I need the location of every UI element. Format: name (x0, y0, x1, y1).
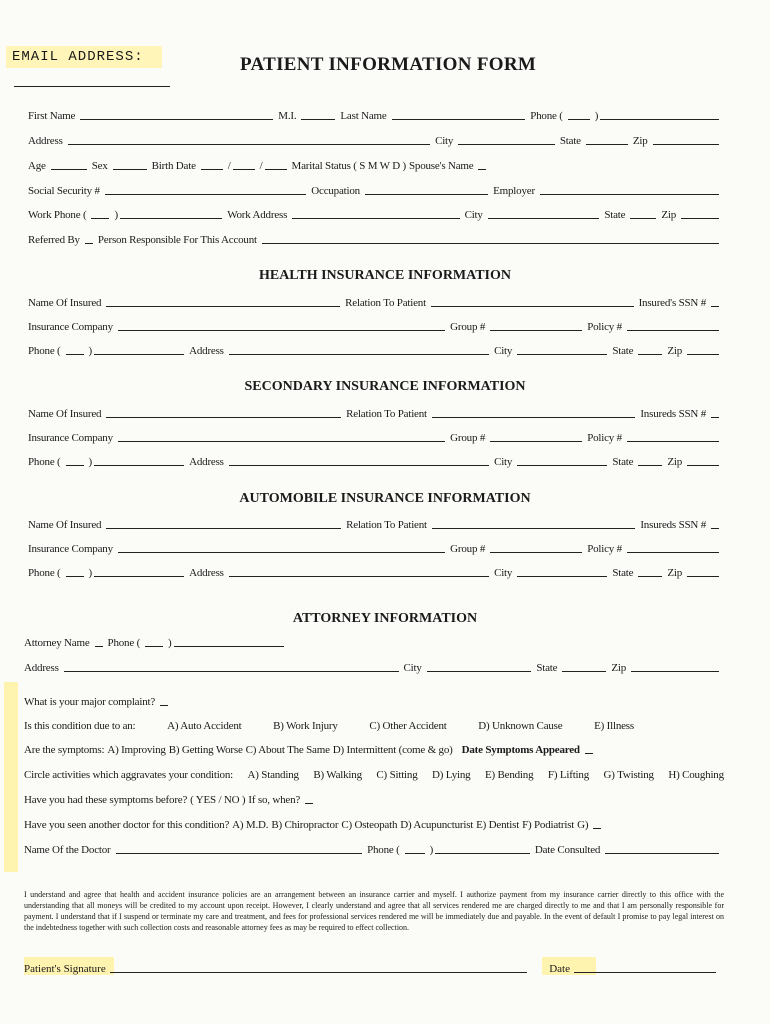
complaint-row-doctor-name (24, 840, 724, 856)
attorney-phone-label: Phone ( (107, 637, 141, 649)
auto-row-company (28, 539, 724, 555)
health-relation-label: Relation To Patient (345, 297, 426, 309)
activity-option[interactable]: H) Coughing (668, 769, 724, 781)
secondary-relation-field[interactable] (432, 417, 635, 418)
doctor-type-option[interactable]: G) (577, 819, 589, 831)
signature-field[interactable] (110, 972, 528, 973)
due-option[interactable]: C) Other Accident (369, 720, 447, 732)
first-name-label: First Name (28, 110, 76, 122)
secondary-state-label: State (612, 456, 634, 468)
secondary-relation-label: Relation To Patient (346, 408, 427, 420)
activity-option[interactable]: D) Lying (432, 769, 471, 781)
responsible-label: Person Responsible For This Account (97, 234, 257, 246)
auto-state-label: State (612, 567, 634, 579)
mi-field[interactable] (301, 119, 335, 120)
auto-phone-label: Phone ( (28, 567, 61, 579)
complaint-row-doctor (24, 815, 724, 831)
secondary-zip-label: Zip (667, 456, 683, 468)
health-ssn-label: Insured's SSN # (638, 297, 707, 309)
secondary-zip-field[interactable] (687, 465, 719, 466)
phone-paren: ) (594, 110, 599, 122)
health-row-company (28, 317, 724, 333)
major-complaint-field[interactable] (160, 705, 168, 706)
secondary-row-company (28, 428, 724, 444)
secondary-row-phone (28, 452, 724, 468)
auto-group-field[interactable] (490, 552, 582, 553)
signature-label: Patient's Signature (24, 963, 106, 975)
auto-address-field[interactable] (229, 576, 489, 577)
complaint-row-activities (24, 765, 724, 781)
attorney-state-field[interactable] (562, 671, 606, 672)
referred-by-label: Referred By (28, 234, 80, 246)
health-phone-field[interactable] (94, 354, 184, 355)
date-consulted-field[interactable] (605, 853, 719, 854)
patient-row-age (28, 156, 724, 172)
phone-field[interactable] (600, 119, 719, 120)
sex-field[interactable] (113, 169, 147, 170)
circle-activities-label: Circle activities which aggravates your condition: (24, 769, 234, 781)
health-name-insured-field[interactable] (106, 306, 340, 307)
ssn-field[interactable] (105, 194, 307, 195)
due-to-label: Is this condition due to an: (24, 720, 136, 732)
auto-row-insured (28, 515, 724, 531)
attorney-phone-paren: ) (168, 637, 172, 649)
referred-by-field[interactable] (85, 243, 93, 244)
due-option[interactable]: B) Work Injury (273, 720, 338, 732)
health-relation-field[interactable] (431, 306, 634, 307)
auto-city-label: City (494, 567, 513, 579)
auto-city-field[interactable] (517, 576, 607, 577)
state-field[interactable] (586, 144, 628, 145)
doctor-type-option[interactable]: B) Chiropractor (271, 819, 339, 831)
auto-name-insured-label: Name Of Insured (28, 519, 102, 531)
health-state-field[interactable] (638, 354, 662, 355)
attorney-city-label: City (403, 662, 422, 674)
auto-company-label: Insurance Company (28, 543, 113, 555)
attorney-phone-area-field[interactable] (145, 646, 163, 647)
auto-relation-field[interactable] (432, 528, 635, 529)
secondary-group-label: Group # (450, 432, 486, 444)
attorney-name-field[interactable] (95, 646, 103, 647)
secondary-policy-label: Policy # (587, 432, 622, 444)
health-ssn-field[interactable] (711, 306, 719, 307)
if-so-label: If so, when? (248, 794, 301, 806)
seen-doctor-label: Have you seen another doctor for this condition? (24, 819, 230, 831)
address-field[interactable] (68, 144, 430, 145)
work-phone-area-field[interactable] (91, 218, 109, 219)
symptoms-label: Are the symptoms: (24, 744, 105, 756)
ssn-label: Social Security # (28, 185, 100, 197)
work-phone-paren: ) (114, 209, 118, 221)
attorney-city-field[interactable] (427, 671, 532, 672)
page-title: PATIENT INFORMATION FORM (240, 54, 537, 75)
birth-year-field[interactable] (265, 169, 287, 170)
doctor-type-option[interactable]: D) Acupuncturist (400, 819, 474, 831)
yes-no-option[interactable]: ( YES / NO ) (190, 794, 246, 806)
health-policy-label: Policy # (587, 321, 622, 333)
doctor-type-option[interactable]: C) Osteopath (341, 819, 398, 831)
auto-state-field[interactable] (638, 576, 662, 577)
signature-date-label: Date (549, 963, 570, 975)
activity-option[interactable]: G) Twisting (603, 769, 654, 781)
spouse-name-field[interactable] (478, 169, 486, 170)
work-state-label: State (604, 209, 626, 221)
secondary-city-label: City (494, 456, 513, 468)
complaint-row-cause (24, 716, 634, 732)
symptom-option[interactable]: D) Intermittent (come & go) (332, 744, 453, 756)
symptom-option[interactable]: C) About The Same (245, 744, 330, 756)
attorney-address-field[interactable] (64, 671, 399, 672)
attorney-address-label: Address (24, 662, 59, 674)
auto-relation-label: Relation To Patient (346, 519, 427, 531)
sex-label: Sex (91, 160, 108, 172)
complaint-row-before (24, 790, 724, 806)
birth-slash-1: / (227, 160, 231, 172)
patient-row-name (28, 106, 724, 122)
state-label: State (559, 135, 581, 147)
auto-address-label: Address (189, 567, 224, 579)
health-group-field[interactable] (490, 330, 582, 331)
doctor-phone-field[interactable] (435, 853, 530, 854)
symptom-option[interactable]: A) Improving (107, 744, 166, 756)
complaint-row-symptoms (24, 740, 724, 756)
date-symptoms-label: Date Symptoms Appeared (461, 744, 580, 756)
work-state-field[interactable] (630, 218, 656, 219)
birth-day-field[interactable] (233, 169, 255, 170)
patient-row-address (28, 131, 724, 147)
signature-date-field[interactable] (574, 972, 716, 973)
doctor-name-label: Name Of the Doctor (24, 844, 111, 856)
secondary-group-field[interactable] (490, 441, 582, 442)
work-phone-field[interactable] (120, 218, 222, 219)
health-zip-label: Zip (667, 345, 683, 357)
auto-group-label: Group # (450, 543, 486, 555)
auto-policy-field[interactable] (627, 552, 719, 553)
activity-option[interactable]: F) Lifting (547, 769, 590, 781)
date-symptoms-field[interactable] (585, 753, 593, 754)
address-label: Address (28, 135, 63, 147)
health-group-label: Group # (450, 321, 486, 333)
age-label: Age (28, 160, 46, 172)
auto-zip-field[interactable] (687, 576, 719, 577)
auto-phone-field[interactable] (94, 576, 184, 577)
due-option[interactable]: E) Illness (594, 720, 634, 732)
if-so-field[interactable] (305, 803, 313, 804)
attorney-row-address (24, 658, 724, 674)
activity-option[interactable]: A) Standing (247, 769, 299, 781)
symptoms-before-label: Have you had these symptoms before? (24, 794, 188, 806)
health-company-label: Insurance Company (28, 321, 113, 333)
responsible-field[interactable] (262, 243, 719, 244)
secondary-ssn-field[interactable] (711, 417, 719, 418)
attorney-state-label: State (536, 662, 558, 674)
birth-date-label: Birth Date (151, 160, 196, 172)
secondary-address-field[interactable] (229, 465, 489, 466)
occupation-field[interactable] (365, 194, 488, 195)
due-option[interactable]: D) Unknown Cause (478, 720, 563, 732)
health-phone-paren: ) (88, 345, 92, 357)
health-phone-area-field[interactable] (66, 354, 84, 355)
attorney-zip-label: Zip (611, 662, 626, 674)
secondary-row-insured (28, 404, 724, 420)
health-zip-field[interactable] (687, 354, 719, 355)
phone-label: Phone ( (530, 110, 563, 122)
attorney-name-label: Attorney Name (24, 637, 90, 649)
phone-area-field[interactable] (568, 119, 590, 120)
health-state-label: State (612, 345, 634, 357)
auto-row-phone (28, 563, 724, 579)
secondary-phone-paren: ) (88, 456, 92, 468)
auto-company-field[interactable] (118, 552, 445, 553)
secondary-name-insured-label: Name Of Insured (28, 408, 102, 420)
work-city-field[interactable] (488, 218, 600, 219)
doctor-type-option[interactable]: E) Dentist (476, 819, 520, 831)
auto-policy-label: Policy # (587, 543, 622, 555)
auto-ssn-label: Insureds SSN # (640, 519, 706, 531)
work-phone-label: Work Phone ( (28, 209, 87, 221)
age-field[interactable] (51, 169, 87, 170)
major-complaint-label: What is your major complaint? (24, 696, 156, 708)
health-policy-field[interactable] (627, 330, 719, 331)
birth-slash-2: / (259, 160, 263, 172)
doctor-phone-paren: ) (429, 844, 434, 856)
spouse-name-label: Spouse's Name (408, 160, 474, 172)
signature-row (24, 957, 724, 975)
activity-option[interactable]: E) Bending (484, 769, 534, 781)
last-name-label: Last Name (340, 110, 387, 122)
city-label: City (435, 135, 454, 147)
secondary-phone-label: Phone ( (28, 456, 61, 468)
health-row-phone (28, 341, 724, 357)
financial-disclaimer: I understand and agree that health and accident insurance policies are an arrangement between an insurance carrier and myself. I authorize payment from my insurance carrier directly to this office with the understanding that all moneys will be credited to my account upon receipt. However, I clearly understand and agree that all services rendered me are charged directly to me and that I am personally responsible for payment. I understand that if I suspend or terminate my care and treatment, and fees for professional services rendered me will be immediately due and payable. In the event of default I promise to pay legal interest on the indebtedness together with such collection costs and reasonable attorney fees as may be required to effect collection. (24, 890, 724, 932)
employer-field[interactable] (540, 194, 719, 195)
doctor-type-other-field[interactable] (593, 828, 601, 829)
secondary-policy-field[interactable] (627, 441, 719, 442)
city-field[interactable] (458, 144, 555, 145)
employer-label: Employer (493, 185, 535, 197)
marital-status-label: Marital Status ( S M W D ) (291, 160, 406, 172)
email-address-field[interactable] (14, 86, 170, 87)
secondary-insurance-heading: SECONDARY INSURANCE INFORMATION (244, 379, 526, 394)
auto-phone-paren: ) (88, 567, 92, 579)
patient-row-ssn (28, 181, 724, 197)
attorney-phone-field[interactable] (174, 646, 284, 647)
zip-field[interactable] (653, 144, 719, 145)
work-city-label: City (464, 209, 483, 221)
doctor-name-field[interactable] (116, 853, 363, 854)
health-city-field[interactable] (517, 354, 607, 355)
work-address-label: Work Address (227, 209, 288, 221)
birth-month-field[interactable] (201, 169, 223, 170)
doctor-phone-label: Phone ( (367, 844, 400, 856)
patient-row-referred (28, 230, 724, 246)
due-option[interactable]: A) Auto Accident (167, 720, 242, 732)
secondary-address-label: Address (189, 456, 224, 468)
attorney-row-name (24, 633, 724, 649)
health-name-insured-label: Name Of Insured (28, 297, 102, 309)
health-phone-label: Phone ( (28, 345, 61, 357)
secondary-city-field[interactable] (517, 465, 607, 466)
symptom-option[interactable]: B) Getting Worse (168, 744, 243, 756)
occupation-label: Occupation (311, 185, 360, 197)
attorney-zip-field[interactable] (631, 671, 719, 672)
doctor-type-option[interactable]: F) Podiatrist (522, 819, 575, 831)
secondary-company-field[interactable] (118, 441, 445, 442)
health-city-label: City (494, 345, 513, 357)
work-address-field[interactable] (292, 218, 459, 219)
zip-label: Zip (632, 135, 648, 147)
auto-phone-area-field[interactable] (66, 576, 84, 577)
auto-name-insured-field[interactable] (106, 528, 341, 529)
patient-row-work (28, 205, 724, 221)
work-zip-field[interactable] (681, 218, 719, 219)
signature-block (24, 957, 724, 975)
mi-label: M.I. (278, 110, 297, 122)
margin-highlight (4, 682, 18, 872)
work-zip-label: Zip (661, 209, 676, 221)
secondary-company-label: Insurance Company (28, 432, 113, 444)
secondary-ssn-label: Insureds SSN # (640, 408, 706, 420)
last-name-field[interactable] (392, 119, 526, 120)
health-insurance-heading: HEALTH INSURANCE INFORMATION (258, 268, 512, 283)
date-consulted-label: Date Consulted (534, 844, 601, 856)
complaint-row-major (24, 692, 724, 708)
email-address-label: EMAIL ADDRESS: (6, 46, 162, 68)
activity-option[interactable]: B) Walking (313, 769, 362, 781)
doctor-phone-area-field[interactable] (405, 853, 425, 854)
secondary-name-insured-field[interactable] (106, 417, 341, 418)
secondary-phone-field[interactable] (94, 465, 184, 466)
health-address-field[interactable] (229, 354, 489, 355)
automobile-insurance-heading: AUTOMOBILE INSURANCE INFORMATION (239, 491, 531, 506)
auto-ssn-field[interactable] (711, 528, 719, 529)
doctor-type-option[interactable]: A) M.D. (232, 819, 269, 831)
secondary-phone-area-field[interactable] (66, 465, 84, 466)
health-row-insured (28, 293, 724, 309)
first-name-field[interactable] (80, 119, 273, 120)
health-address-label: Address (189, 345, 224, 357)
activity-option[interactable]: C) Sitting (376, 769, 418, 781)
attorney-heading: ATTORNEY INFORMATION (292, 611, 478, 626)
secondary-state-field[interactable] (638, 465, 662, 466)
health-company-field[interactable] (118, 330, 445, 331)
auto-zip-label: Zip (667, 567, 683, 579)
